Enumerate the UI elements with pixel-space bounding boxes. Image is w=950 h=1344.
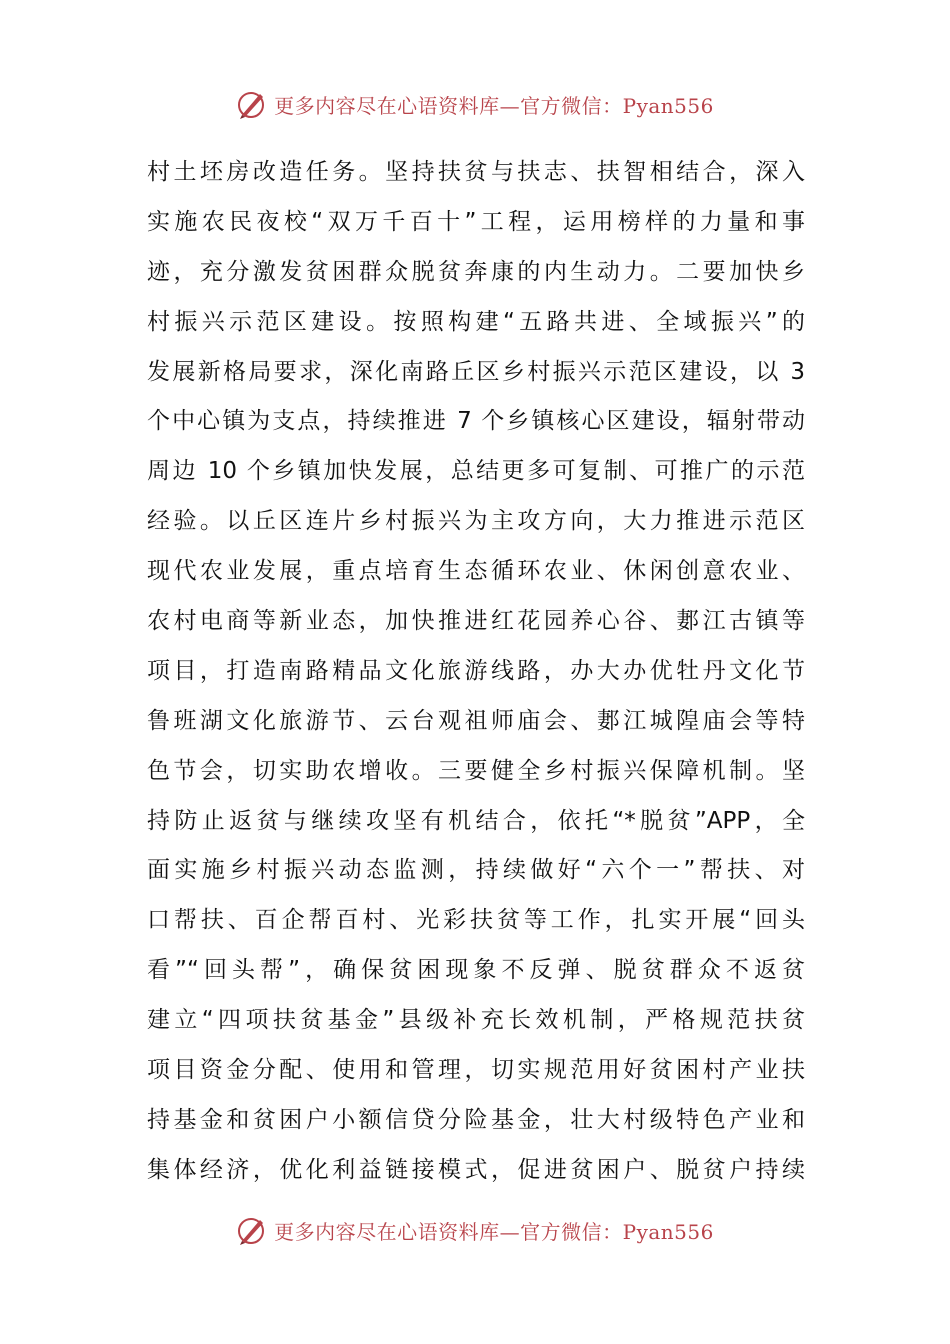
header-watermark-text: 更多内容尽在心语资料库—官方微信：Pyan556 — [274, 93, 714, 118]
body-line: 色节会，切实助农增收。三要健全乡村振兴保障机制。坚 — [147, 757, 805, 784]
body-line: 看”“回头帮”，确保贫困现象不反弹、脱贫群众不返贫 — [147, 957, 805, 984]
pen-logo-icon — [236, 88, 268, 120]
body-line: 发展新格局要求，深化南路丘区乡村振兴示范区建设，以 3 — [147, 358, 805, 385]
body-line: 现代农业发展，重点培育生态循环农业、休闲创意农业、 — [147, 558, 805, 585]
pen-logo-icon — [236, 1214, 268, 1246]
document-body — [147, 148, 805, 1196]
footer-watermark-text: 更多内容尽在心语资料库—官方微信：Pyan556 — [274, 1219, 714, 1244]
body-line: 鲁班湖文化旅游节、云台观祖师庙会、郪江城隍庙会等特 — [147, 707, 805, 734]
body-line: 经验。以丘区连片乡村振兴为主攻方向，大力推进示范区 — [147, 508, 805, 535]
body-line: 口帮扶、百企帮百村、光彩扶贫等工作，扎实开展“回头 — [147, 907, 805, 934]
body-line: 面实施乡村振兴动态监测，持续做好“六个一”帮扶、对 — [147, 857, 805, 884]
body-line: 集体经济，优化利益链接模式，促进贫困户、脱贫户持续 — [147, 1156, 805, 1183]
body-line: 项目，打造南路精品文化旅游线路，办大办优牡丹文化节 — [147, 657, 805, 684]
footer-watermark — [0, 1210, 950, 1250]
header-watermark — [0, 84, 950, 124]
body-line: 持基金和贫困户小额信贷分险基金，壮大村级特色产业和 — [147, 1106, 805, 1133]
body-line: 建立“四项扶贫基金”县级补充长效机制，严格规范扶贫 — [147, 1007, 805, 1034]
body-line: 实施农民夜校“双万千百十”工程，运用榜样的力量和事 — [147, 208, 805, 235]
body-line: 村振兴示范区建设。按照构建“五路共进、全域振兴”的 — [147, 308, 805, 335]
body-line: 迹，充分激发贫困群众脱贫奔康的内生动力。二要加快乡 — [147, 258, 805, 285]
body-line: 项目资金分配、使用和管理，切实规范用好贫困村产业扶 — [147, 1057, 805, 1084]
body-line: 个中心镇为支点，持续推进 7 个乡镇核心区建设，辐射带动 — [147, 408, 805, 435]
body-line: 村土坯房改造任务。坚持扶贫与扶志、扶智相结合，深入 — [147, 159, 805, 185]
body-line: 周边 10 个乡镇加快发展，总结更多可复制、可推广的示范 — [147, 458, 805, 485]
body-line: 持防止返贫与继续攻坚有机结合，依托“*脱贫”APP，全 — [147, 807, 805, 834]
body-line: 农村电商等新业态，加快推进红花园养心谷、郪江古镇等 — [147, 608, 805, 635]
